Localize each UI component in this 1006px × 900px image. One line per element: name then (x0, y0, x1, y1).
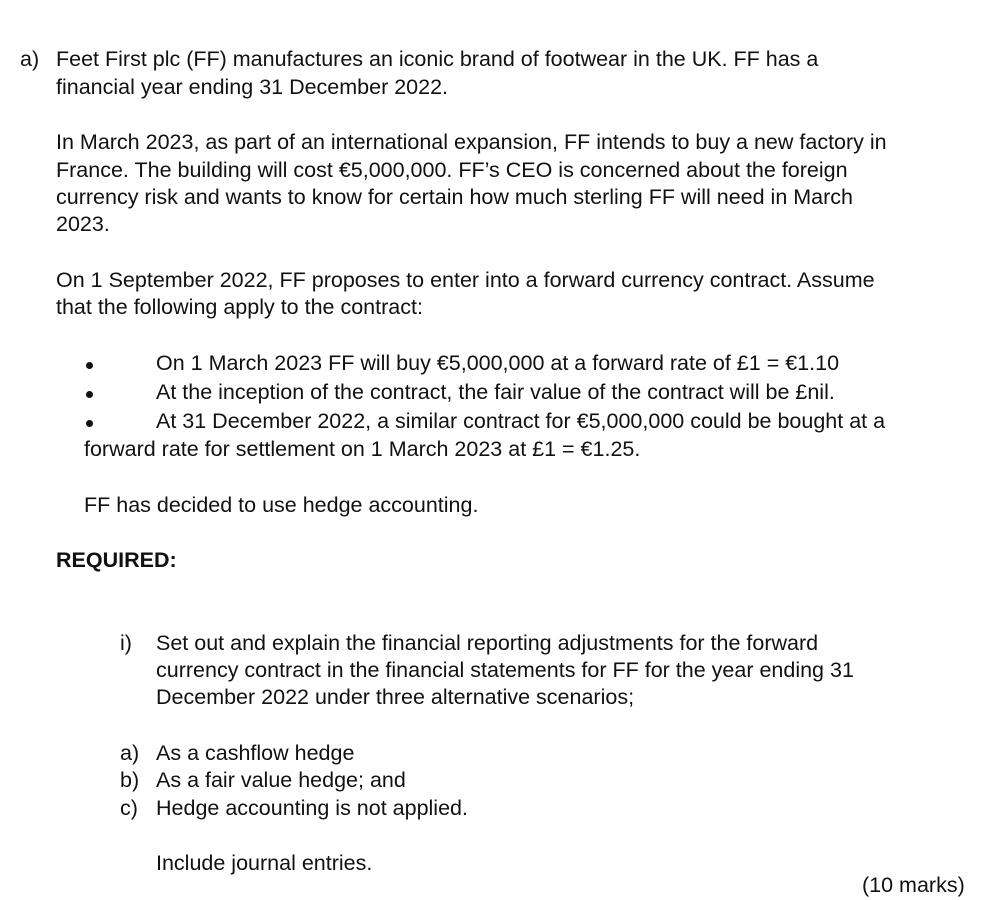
hedge-statement: FF has decided to use hedge accounting. (84, 493, 479, 517)
question-label: a) (20, 47, 40, 71)
para2-line-3: currency risk and wants to know for certain how much sterling FF will need in March (56, 185, 854, 209)
para2-line-2: France. The building will cost €5,000,000. FF’s CEO is concerned about the foreign (56, 158, 848, 182)
marks-allocation: (10 marks) (862, 873, 965, 897)
bullet-item-1: On 1 March 2023 FF will buy €5,000,000 at a forward rate of £1 = €1.10 (156, 351, 840, 375)
para2-line-4: 2023. (56, 212, 110, 236)
part-i-line-2: currency contract in the financial statements for FF for the year ending 31 (156, 658, 854, 682)
para2-line-1: In March 2023, as part of an international expansion, FF intends to buy a new factory in (56, 130, 887, 154)
scenario-item: As a cashflow hedge (156, 741, 355, 765)
intro-line-2: financial year ending 31 December 2022. (56, 75, 449, 99)
scenario-label: c) (120, 796, 138, 820)
part-i-label: i) (120, 631, 132, 655)
bullet-item-3: At 31 December 2022, a similar contract for €5,000,000 could be bought at a (156, 409, 886, 433)
bullet-dot-icon (86, 420, 93, 427)
scenario-item: Hedge accounting is not applied. (156, 796, 468, 820)
scenario-label: b) (120, 768, 140, 792)
scenario-item: As a fair value hedge; and (156, 768, 406, 792)
intro-line-1: Feet First plc (FF) manufactures an iconic brand of footwear in the UK. FF has a (56, 47, 819, 71)
part-i-line-3: December 2022 under three alternative scenarios; (156, 685, 635, 709)
bullet-dot-icon (86, 362, 93, 369)
para3-line-1: On 1 September 2022, FF proposes to enter into a forward currency contract. Assume (56, 268, 875, 292)
para3-line-2: that the following apply to the contract: (56, 295, 423, 319)
bullet-item-2: At the inception of the contract, the fair value of the contract will be £nil. (156, 380, 835, 404)
bullet-dot-icon (86, 391, 93, 398)
scenario-label: a) (120, 741, 140, 765)
required-heading: REQUIRED: (56, 548, 177, 572)
bullet-item-3-continuation: forward rate for settlement on 1 March 2023 at £1 = €1.25. (84, 437, 641, 461)
instruction-line: Include journal entries. (156, 851, 373, 875)
part-i-line-1: Set out and explain the financial reporting adjustments for the forward (156, 631, 819, 655)
